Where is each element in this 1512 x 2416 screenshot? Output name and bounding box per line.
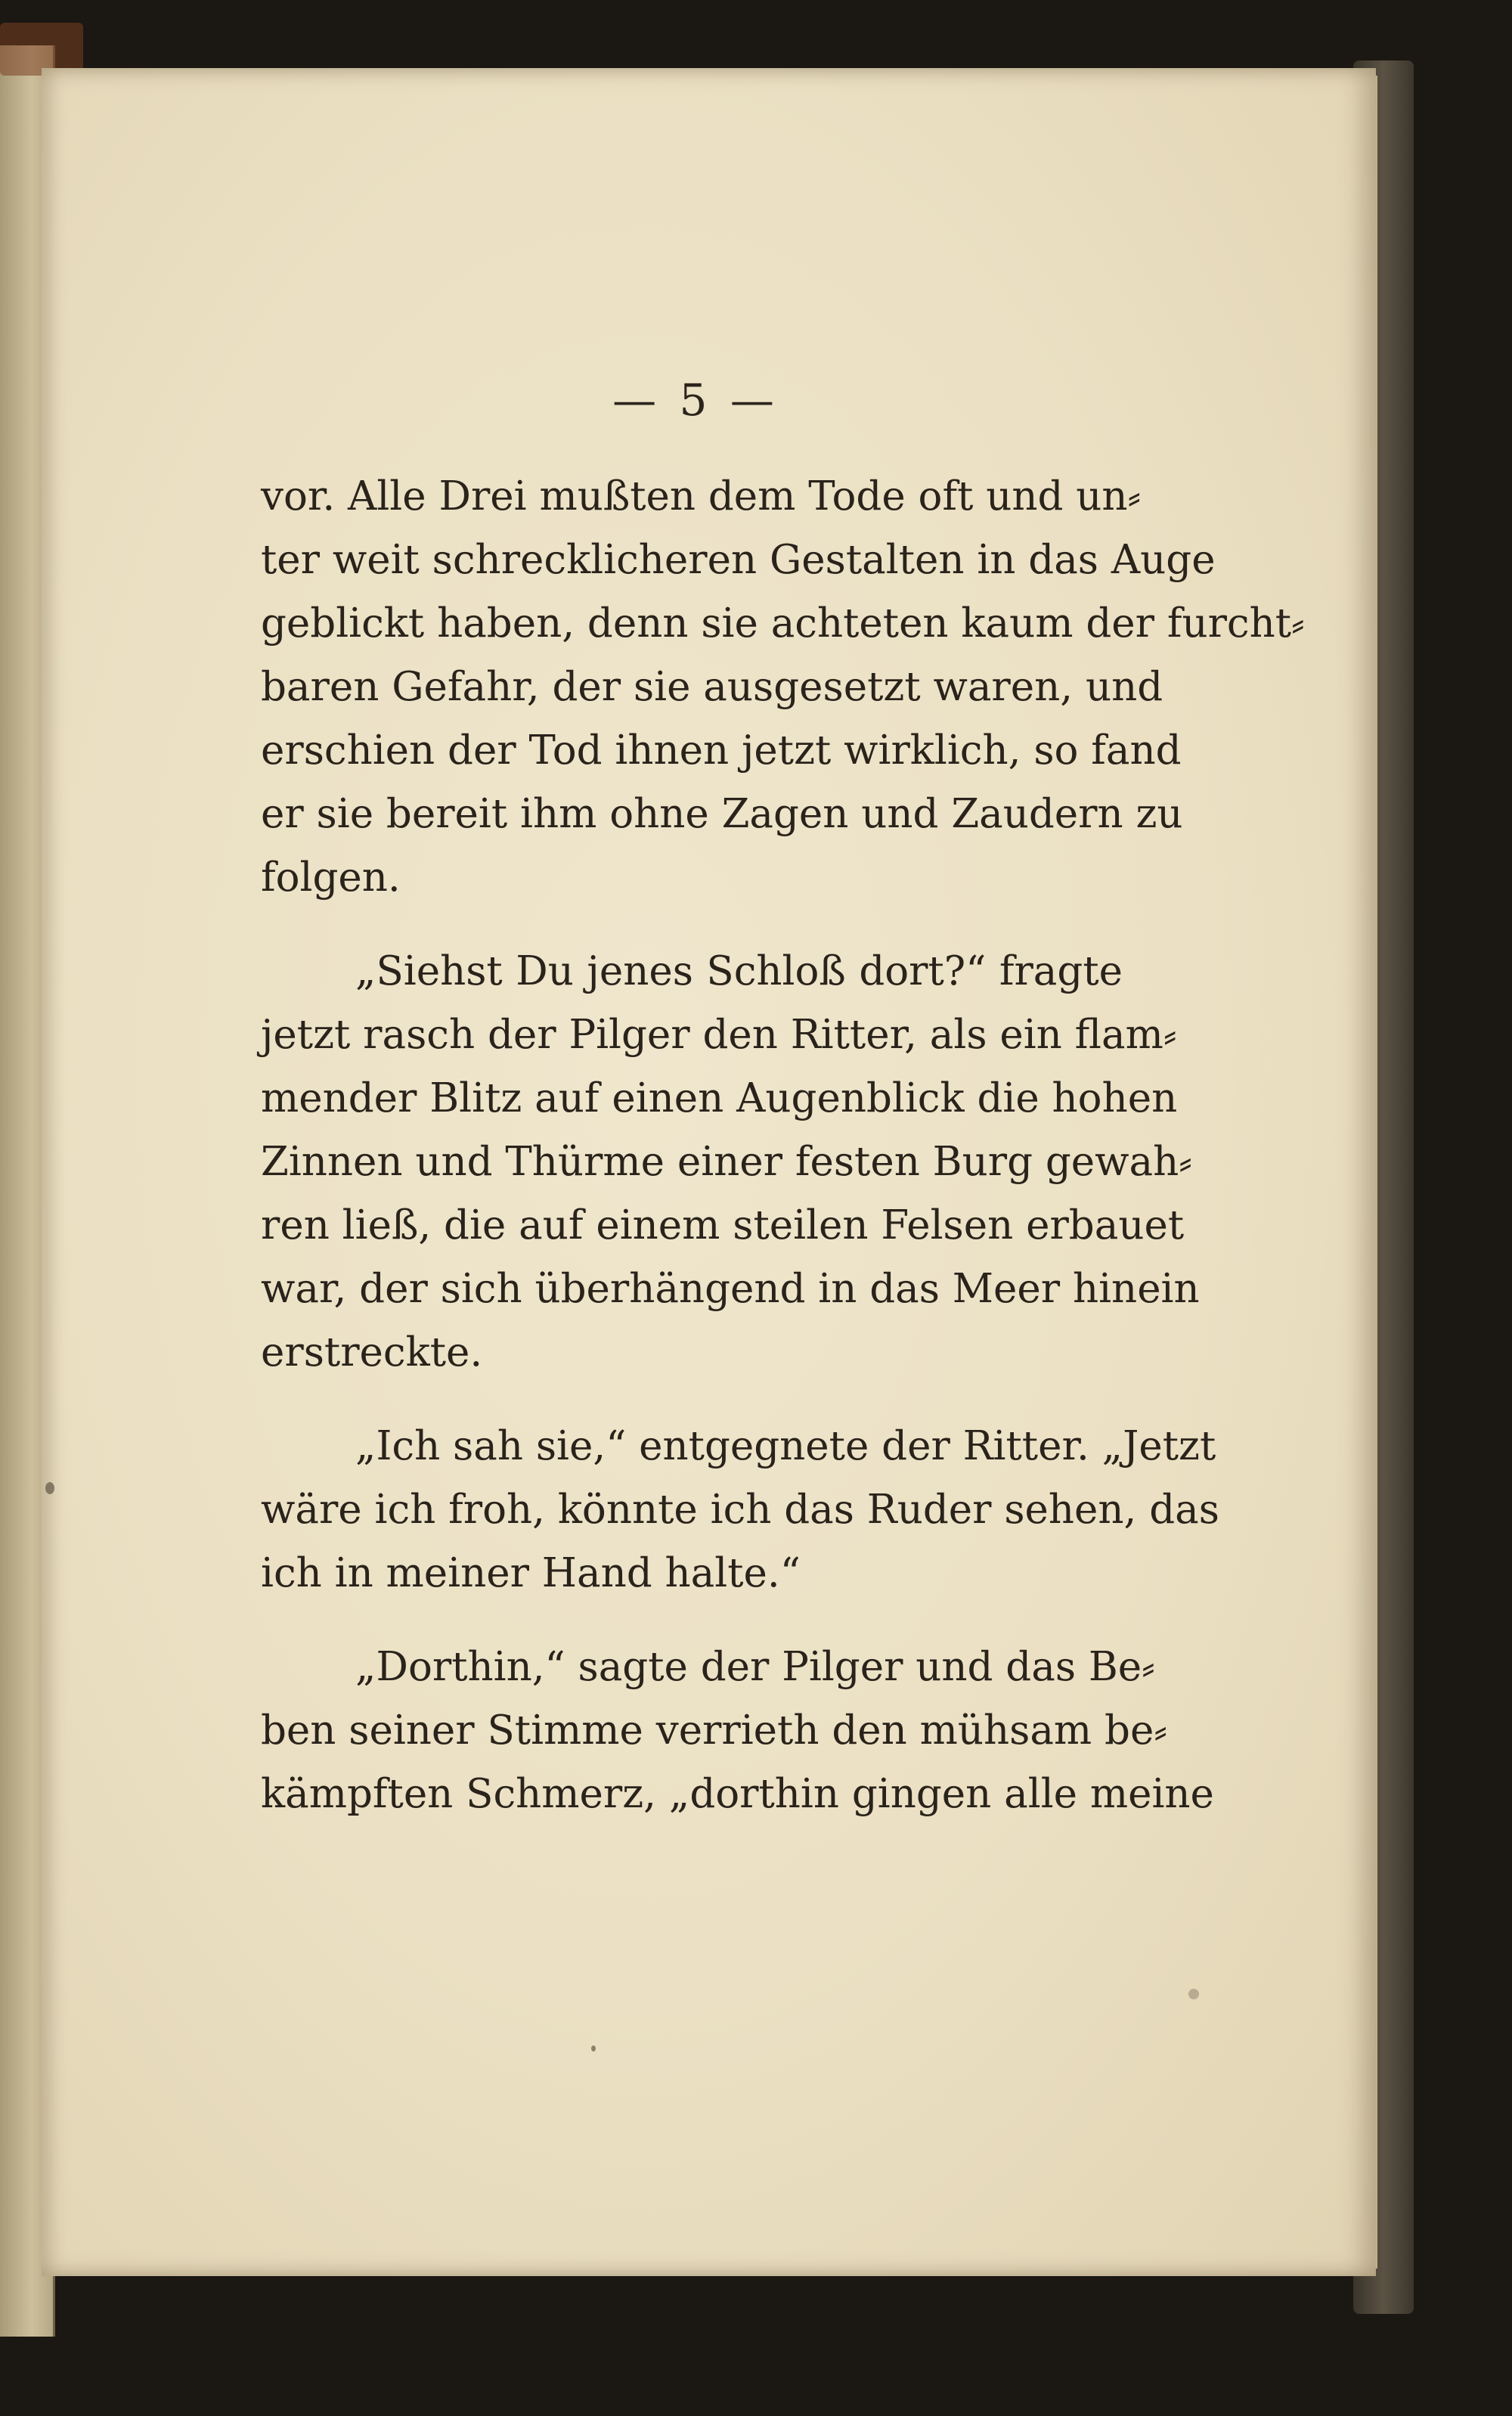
text-line: ben seiner Stimme verrieth den mühsam be⸗ [261,1707,1167,1754]
paragraph [261,940,1200,1385]
text-line: baren Gefahr, der sie ausgesetzt waren, und [261,664,1163,710]
page-number: — 5 — [612,374,779,426]
paper-speck [45,1482,54,1494]
body-text [261,465,1305,1826]
text-line: ren ließ, die auf einem steilen Felsen erbauet [261,1202,1185,1248]
text-line: „Ich sah sie,“ entgegnete der Ritter. „Jetzt [355,1423,1216,1469]
paragraph [261,1636,1214,1826]
paper-speck [591,2045,596,2052]
text-line: geblickt haben, denn sie achteten kaum der furcht⸗ [261,600,1305,647]
paragraph-gap [261,1385,1123,1415]
text-line: kämpften Schmerz, „dorthin gingen alle meine [261,1771,1214,1817]
text-line: mender Blitz auf einen Augenblick die hohen [261,1075,1178,1121]
text-line: wäre ich froh, könnte ich das Ruder sehen, das [261,1487,1219,1533]
text-line: jetzt rasch der Pilger den Ritter, als ein flam⸗ [261,1012,1177,1058]
paper-speck [1188,1989,1199,1999]
text-line: vor. Alle Drei mußten dem Tode oft und un⸗ [261,473,1142,519]
paragraph [261,1415,1219,1605]
text-line: folgen. [261,854,401,901]
text-line: war, der sich überhängend in das Meer hinein [261,1266,1200,1312]
paragraph-gap [261,1605,1123,1636]
text-line: „Dorthin,“ sagte der Pilger und das Be⸗ [355,1644,1155,1690]
text-line: erschien der Tod ihnen jetzt wirklich, so fand [261,727,1182,774]
text-line: ich in meiner Hand halte.“ [261,1550,801,1596]
text-line: Zinnen und Thürme einer festen Burg gewah⸗ [261,1139,1192,1185]
text-line: erstreckte. [261,1329,483,1375]
paragraph [261,465,1305,910]
text-line: „Siehst Du jenes Schloß dort?“ fragte [355,948,1123,994]
paragraph-gap [261,910,1123,940]
text-line: er sie bereit ihm ohne Zagen und Zaudern zu [261,791,1183,837]
text-line: ter weit schrecklicheren Gestalten in das Auge [261,537,1216,583]
